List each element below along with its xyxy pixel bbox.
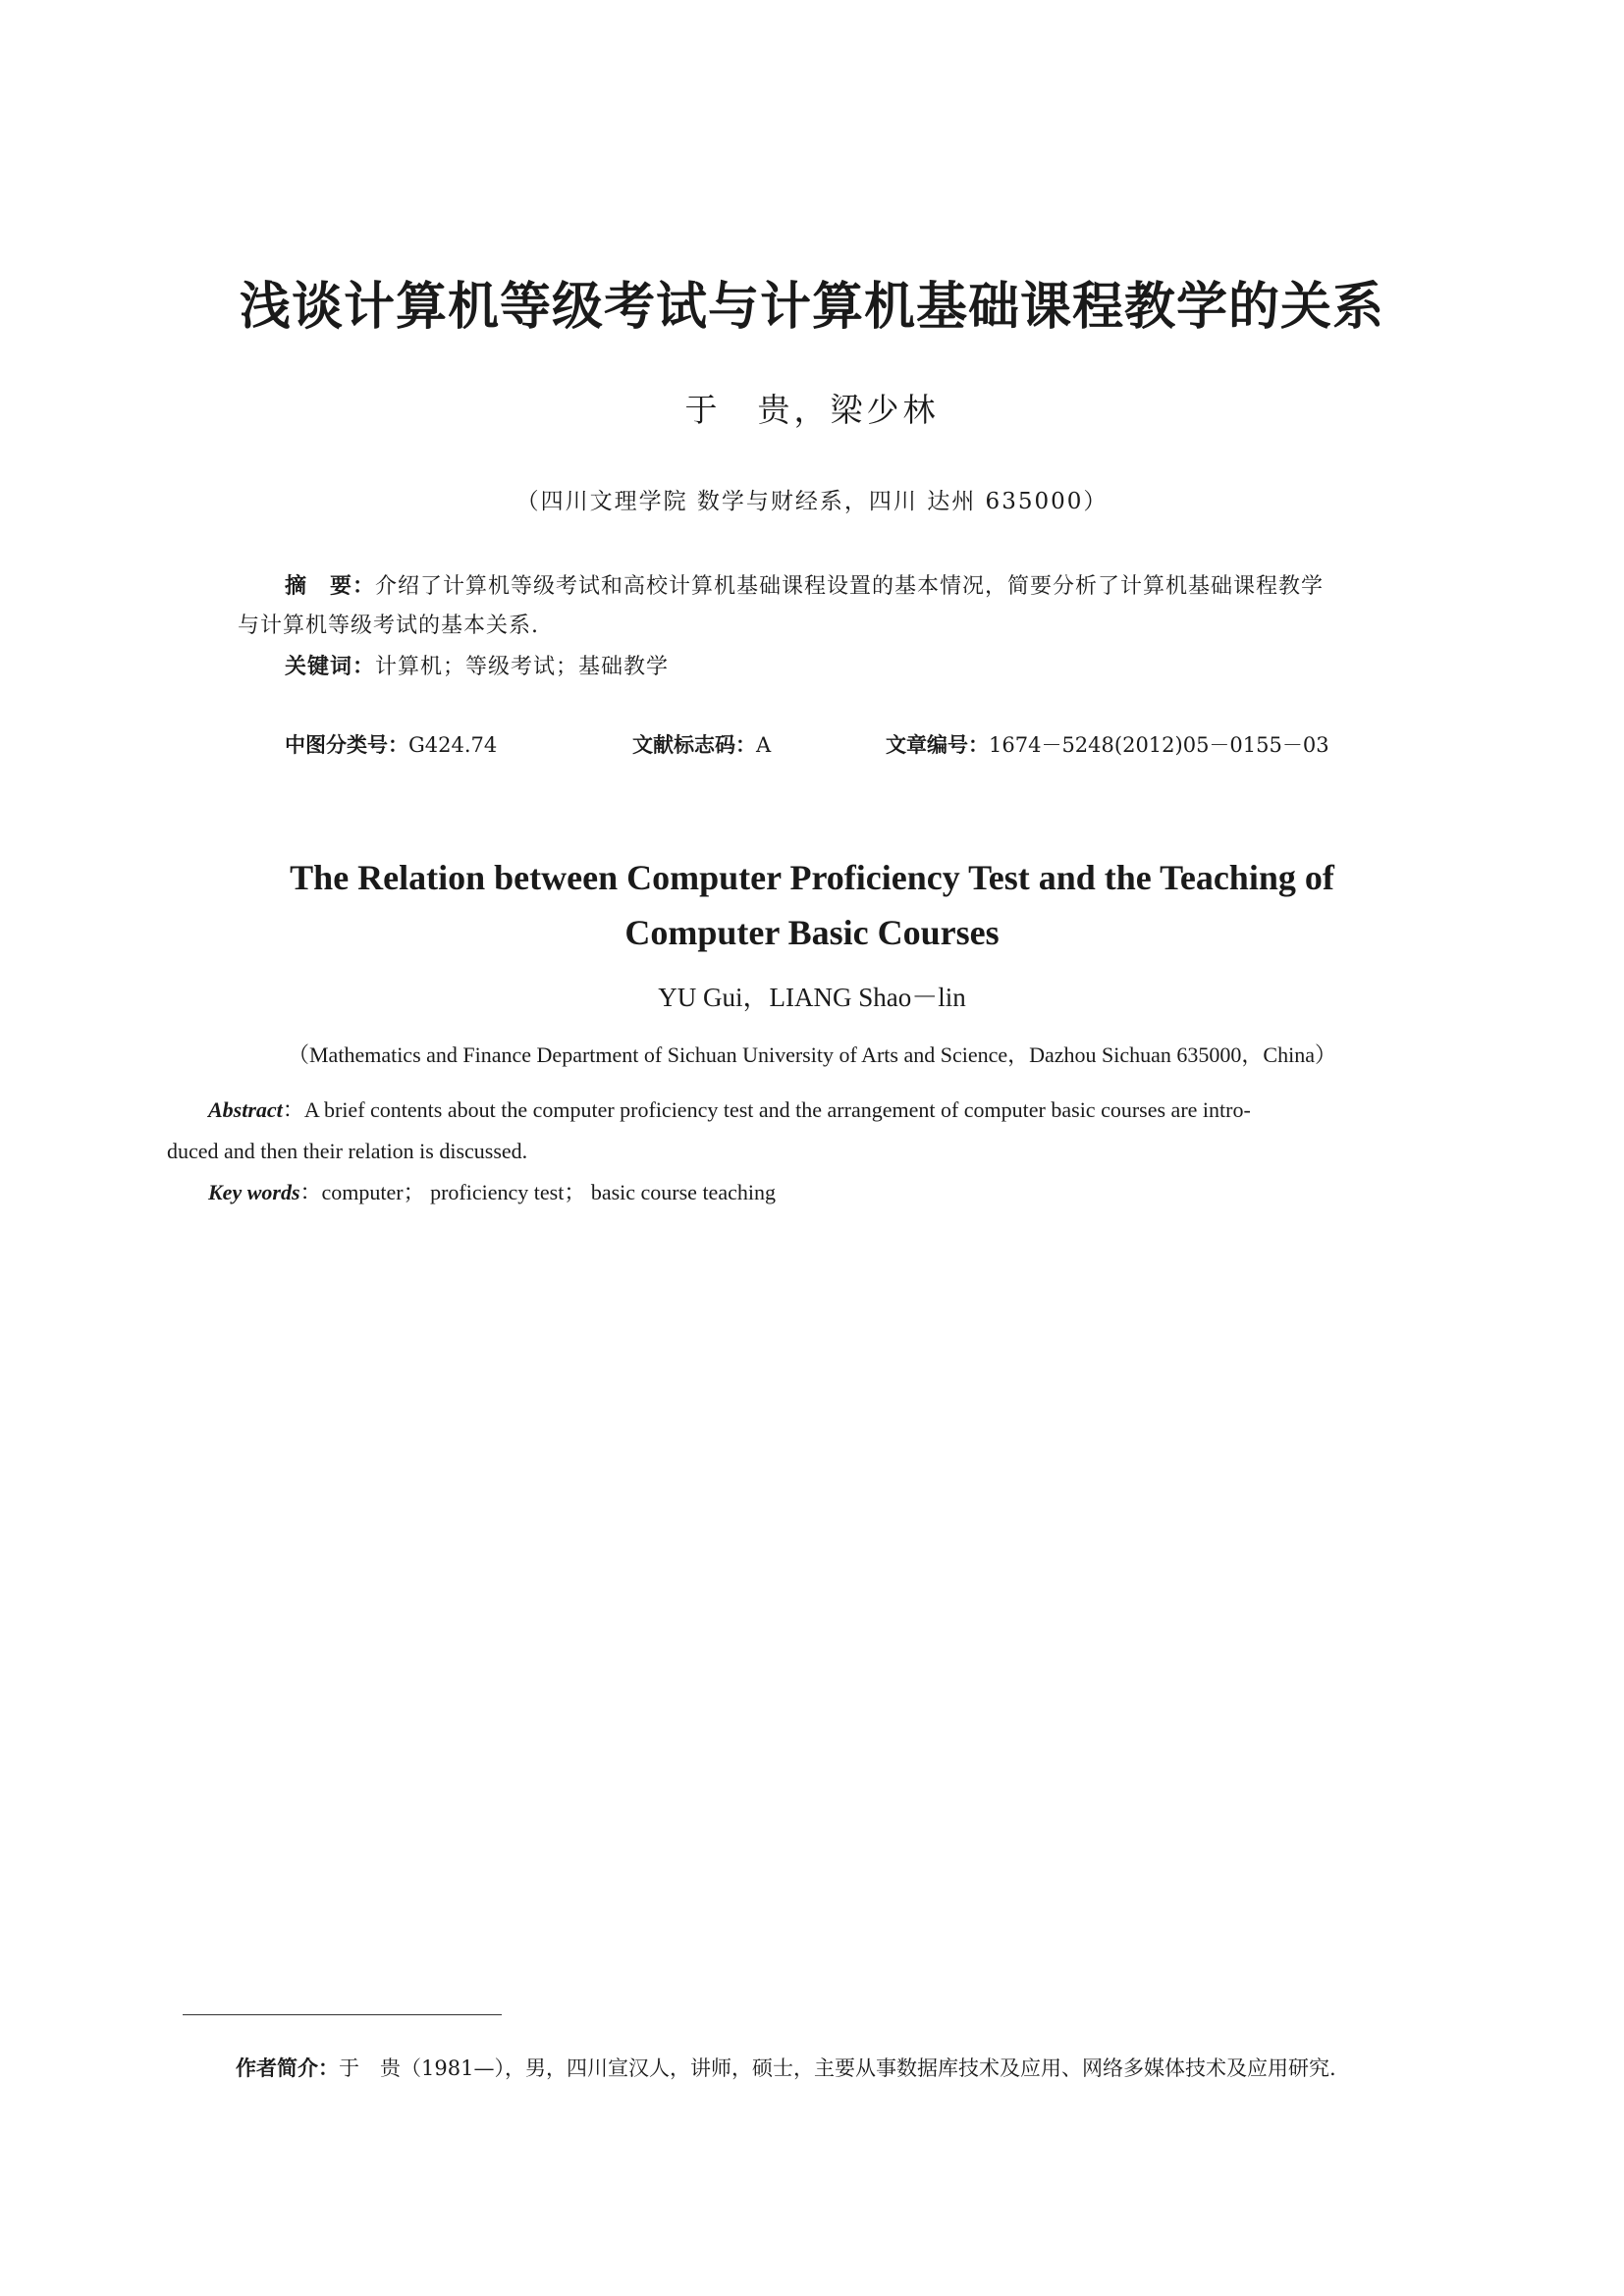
- author-footnote: [236, 2054, 1463, 2083]
- keywords-english-label: Key words: [208, 1180, 300, 1204]
- abstract-chinese-text-line2: 与计算机等级考试的基本关系.: [238, 614, 539, 638]
- paper-title-english-line2: Computer Basic Courses: [624, 913, 1000, 952]
- clc-number: [285, 730, 497, 760]
- paper-title-english: [196, 850, 1428, 960]
- keywords-english-text: computer； proficiency test； basic course teaching: [321, 1180, 776, 1204]
- abstract-english-text-line1: A brief contents about the computer proficiency test and the arrangement of computer basic courses are intro-: [303, 1097, 1251, 1122]
- article-number: [886, 730, 1329, 760]
- abstract-english: [167, 1090, 1458, 1172]
- abstract-english-label: Abstract: [208, 1097, 283, 1122]
- author-footnote-text: 于 贵（1981—），男，四川宣汉人，讲师，硕士，主要从事数据库技术及应用、网络多媒体技术及应用研究.: [339, 2056, 1336, 2080]
- keywords-chinese-text: 计算机；等级考试；基础教学: [375, 655, 670, 679]
- author-footnote-label: 作者简介：: [236, 2056, 339, 2080]
- article-number-value: 1674－5248(2012)05－0155－03: [989, 733, 1329, 757]
- keywords-english-separator: ：: [299, 1180, 322, 1204]
- document-code-label: 文献标志码：: [632, 733, 756, 757]
- affiliation-chinese: （四川文理学院 数学与财经系，四川 达州 635000）: [515, 489, 1109, 514]
- keywords-chinese: [285, 648, 1365, 687]
- clc-value: G424.74: [408, 733, 498, 757]
- keywords-chinese-label: 关键词：: [285, 655, 376, 679]
- paper-title-chinese: 浅谈计算机等级考试与计算机基础课程教学的关系: [239, 278, 1384, 337]
- clc-label: 中图分类号：: [285, 733, 408, 757]
- abstract-english-separator: ：: [282, 1097, 304, 1122]
- authors-english: YU Gui，LIANG Shao－lin: [658, 983, 966, 1012]
- abstract-chinese: [238, 567, 1411, 646]
- abstract-english-text-line2: duced and then their relation is discussed.: [167, 1139, 528, 1163]
- abstract-chinese-text-line1: 介绍了计算机等级考试和高校计算机基础课程设置的基本情况，简要分析了计算机基础课程教学: [375, 574, 1325, 599]
- document-code-value: A: [756, 733, 772, 757]
- authors-chinese: 于 贵，梁少林: [684, 391, 940, 429]
- footnote-divider: [183, 2014, 502, 2015]
- abstract-chinese-line1: [238, 567, 1411, 607]
- document-code: [632, 730, 771, 760]
- article-number-label: 文章编号：: [886, 733, 989, 757]
- abstract-chinese-label: 摘 要：: [285, 574, 376, 599]
- keywords-english: [208, 1172, 1386, 1213]
- affiliation-english: （Mathematics and Finance Department of Sichuan University of Arts and Science，Dazhou Sichuan 635000，China）: [288, 1042, 1336, 1067]
- abstract-english-line1: [167, 1090, 1458, 1131]
- paper-title-english-line1: The Relation between Computer Proficiency Test and the Teaching of: [290, 858, 1334, 897]
